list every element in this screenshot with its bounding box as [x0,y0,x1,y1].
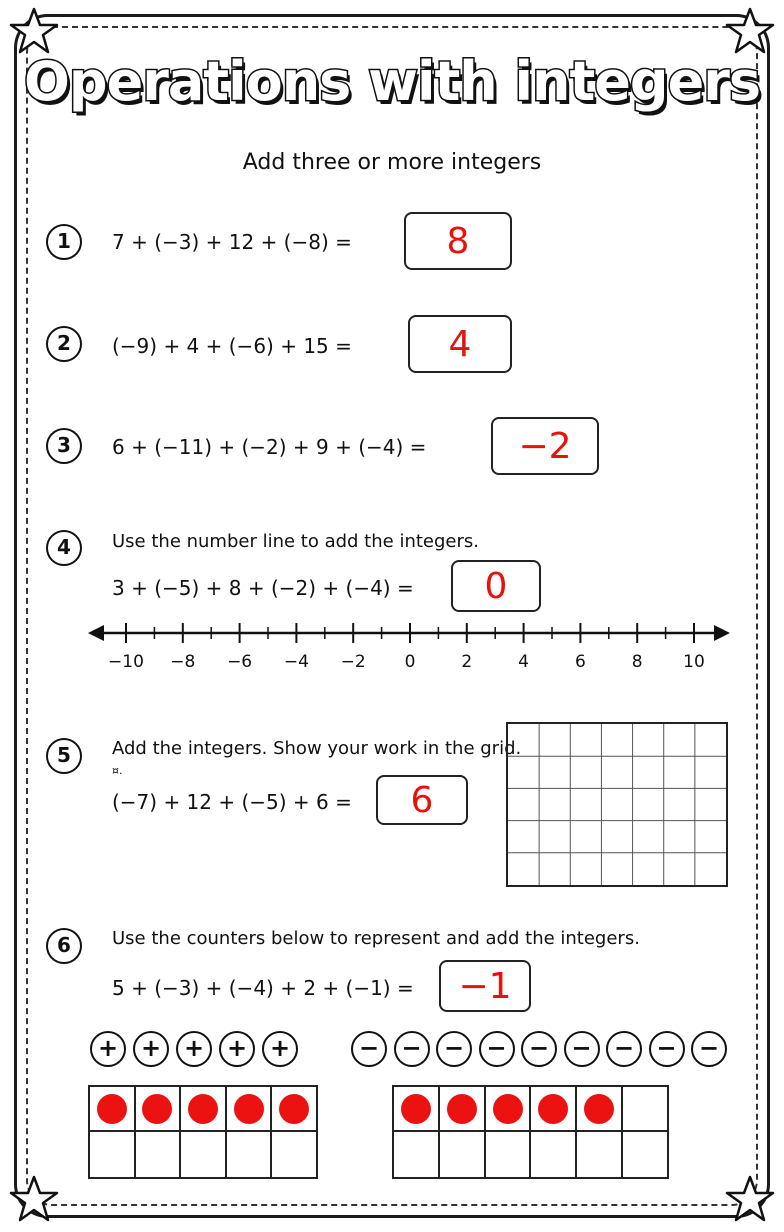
work-grid[interactable] [506,722,728,887]
stray-mark: ¤. [112,764,123,777]
ten-frame-cell[interactable] [577,1132,623,1177]
star-icon [8,1174,60,1226]
red-counter-dot [279,1094,309,1124]
red-counter-dot [584,1094,614,1124]
page-subtitle: Add three or more integers [242,150,542,175]
ten-frame-cell[interactable] [486,1087,532,1132]
positive-counter[interactable]: + [90,1031,126,1067]
number-line-axis [86,618,732,682]
ten-frame-cell[interactable] [440,1087,486,1132]
question-instruction: Use the number line to add the integers. [112,531,479,552]
negative-counter[interactable]: − [649,1031,685,1067]
ten-frame-cell[interactable] [181,1132,227,1177]
negative-counter[interactable]: − [691,1031,727,1067]
ten-frame-cell[interactable] [136,1087,182,1132]
ten-frame-cell[interactable] [136,1132,182,1177]
positive-counter[interactable]: + [176,1031,212,1067]
number-line [86,618,732,686]
ten-frame-cell[interactable] [181,1087,227,1132]
question-expression: 6 + (−11) + (−2) + 9 + (−4) = [112,435,427,459]
negative-counter[interactable]: − [394,1031,430,1067]
ten-frame[interactable] [88,1085,318,1179]
red-counter-dot [234,1094,264,1124]
answer-box[interactable]: 8 [404,212,512,270]
red-counter-dot [401,1094,431,1124]
ten-frame-cell[interactable] [272,1132,316,1177]
ten-frame-cell[interactable] [577,1087,623,1132]
positive-counter[interactable]: + [219,1031,255,1067]
red-counter-dot [538,1094,568,1124]
negative-counter[interactable]: − [351,1031,387,1067]
question-expression: (−9) + 4 + (−6) + 15 = [112,334,352,358]
negative-counter[interactable]: − [436,1031,472,1067]
negative-counter[interactable]: − [564,1031,600,1067]
question-number: 2 [46,326,82,362]
number-line-label: −10 [108,652,144,672]
question-number: 5 [46,738,82,774]
question-instruction: Add the integers. Show your work in the grid. [112,738,522,759]
number-line-label: 10 [683,652,705,672]
ten-frame-cell[interactable] [90,1087,136,1132]
number-line-label: 6 [574,652,586,672]
ten-frame-cell[interactable] [227,1132,273,1177]
number-line-label: −4 [283,652,309,672]
ten-frame-cell[interactable] [90,1132,136,1177]
negative-counter[interactable]: − [521,1031,557,1067]
negative-counter[interactable]: − [606,1031,642,1067]
ten-frame-cell[interactable] [486,1132,532,1177]
ten-frame-cell[interactable] [440,1132,486,1177]
question-expression: 7 + (−3) + 12 + (−8) = [112,230,352,254]
number-line-label: −8 [170,652,196,672]
positive-counter[interactable]: + [133,1031,169,1067]
red-counter-dot [97,1094,127,1124]
ten-frame-cell[interactable] [531,1087,577,1132]
red-counter-dot [447,1094,477,1124]
ten-frame-cell[interactable] [272,1087,316,1132]
positive-counter[interactable]: + [262,1031,298,1067]
number-line-label: 2 [461,652,473,672]
number-line-label: −6 [227,652,253,672]
question-expression: 5 + (−3) + (−4) + 2 + (−1) = [112,976,414,1000]
number-line-label: 4 [518,652,529,672]
question-expression: (−7) + 12 + (−5) + 6 = [112,790,352,814]
ten-frame-cell[interactable] [623,1087,667,1132]
question-number: 3 [46,428,82,464]
ten-frame-cell[interactable] [394,1087,440,1132]
ten-frame-cell[interactable] [227,1087,273,1132]
star-icon [724,1174,776,1226]
number-line-label: 8 [631,652,643,672]
negative-counter[interactable]: − [479,1031,515,1067]
ten-frame-cell[interactable] [531,1132,577,1177]
red-counter-dot [142,1094,172,1124]
answer-box[interactable]: 6 [376,775,468,825]
red-counter-dot [188,1094,218,1124]
answer-box[interactable]: −1 [439,960,531,1012]
answer-box[interactable]: 4 [408,315,512,373]
question-instruction: Use the counters below to represent and add the integers. [112,928,640,949]
ten-frame-cell[interactable] [394,1132,440,1177]
ten-frame-cell[interactable] [623,1132,667,1177]
red-counter-dot [493,1094,523,1124]
question-number: 6 [46,928,82,964]
ten-frame[interactable] [392,1085,669,1179]
number-line-label: −2 [340,652,366,672]
number-line-label: 0 [404,652,416,672]
page-title: Operations with integers [24,50,760,113]
question-expression: 3 + (−5) + 8 + (−2) + (−4) = [112,576,414,600]
question-number: 4 [46,530,82,566]
answer-box[interactable]: −2 [491,417,599,475]
page-border-dashed [26,26,758,1206]
question-number: 1 [46,224,82,260]
answer-box[interactable]: 0 [451,560,541,612]
